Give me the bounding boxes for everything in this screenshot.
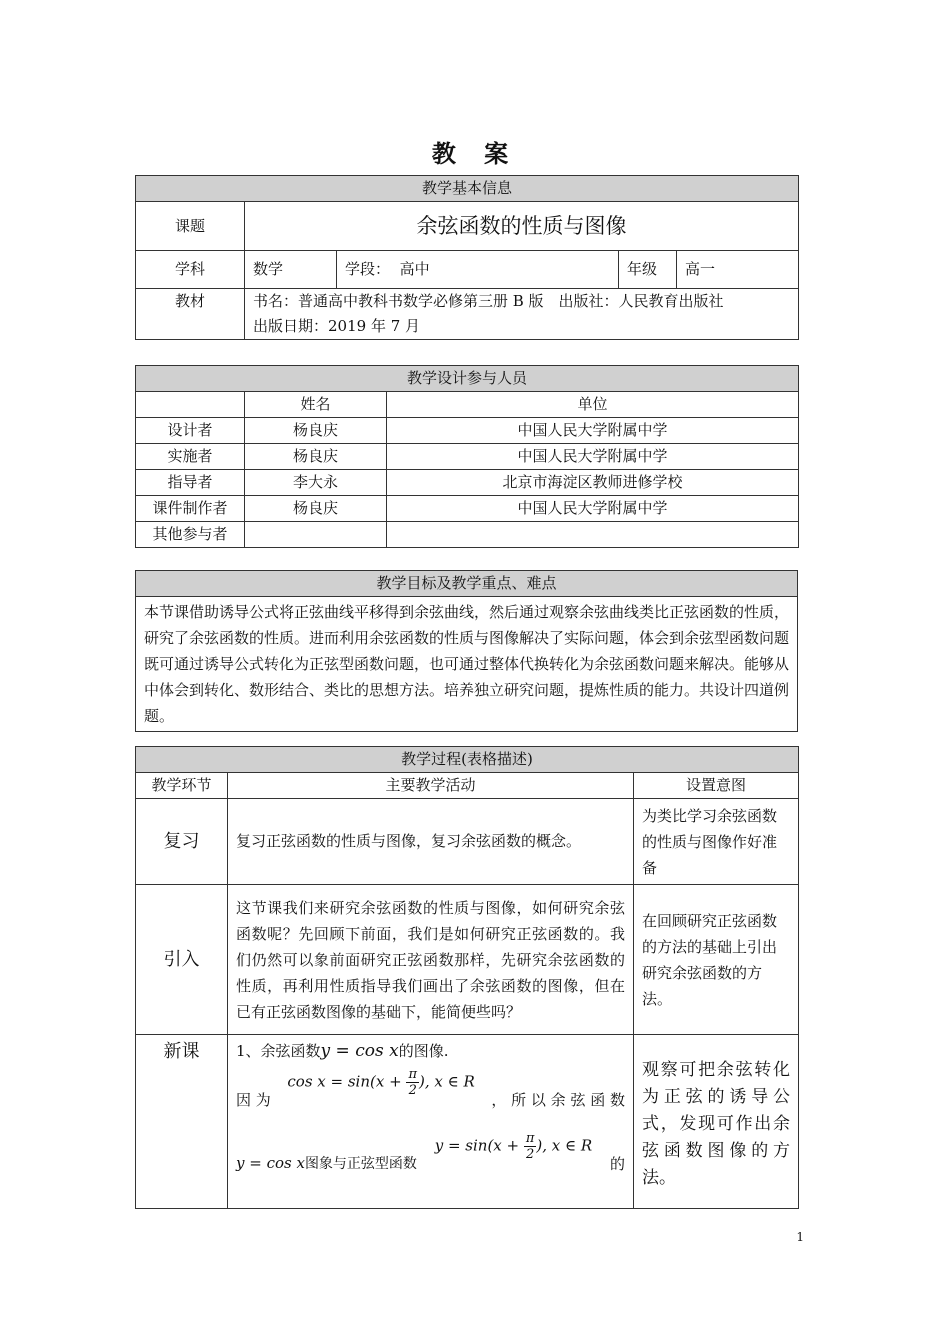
page-number: 1 <box>796 1230 804 1244</box>
because-text: 因 为 <box>236 1091 271 1109</box>
subject-value: 数学 <box>245 251 337 289</box>
newlesson-line1 <box>236 1039 625 1063</box>
newlesson-line3 <box>236 1131 625 1177</box>
page-title: 教 案 <box>431 139 519 168</box>
table-row <box>136 799 799 885</box>
staff-role: 其他参与者 <box>136 522 245 548</box>
textbook-value <box>245 289 799 340</box>
pi-over-two <box>406 1067 419 1098</box>
grade-label: 年级 <box>619 251 677 289</box>
activity-intro: 这节课我们来研究余弦函数的性质与图像，如何研究余弦函数呢？先回顾下前面，我们是如何研究正弦函数的。我们仍然可以象前面研究正弦函数那样，先研究余弦函数的性质，再利用性质指导我们画出了余弦函数的图像，但在已有正弦函数图像的基础下，能简便些吗？ <box>228 885 634 1035</box>
stage-newlesson: 新课 <box>136 1035 228 1209</box>
two-symbol-2: 2 <box>526 1147 535 1162</box>
topic-value: 余弦函数的性质与图像 <box>245 202 799 251</box>
formula-y-cos-x-2: y = cos x <box>236 1154 305 1172</box>
staff-role: 课件制作者 <box>136 496 245 522</box>
formula-cos-identity <box>287 1067 474 1098</box>
formula3-right: ), x ∈ R <box>536 1136 593 1155</box>
table-row <box>136 496 799 522</box>
process-table <box>135 746 799 1209</box>
col-stage: 教学环节 <box>136 773 228 799</box>
table-row <box>136 444 799 470</box>
activity-newlesson <box>228 1035 634 1209</box>
staff-role: 设计者 <box>136 418 245 444</box>
newlesson-line2 <box>236 1067 625 1113</box>
staff-header: 教学设计参与人员 <box>136 366 799 392</box>
mid-text: 图象与正弦型函数 <box>304 1156 417 1172</box>
staff-name: 李大永 <box>245 470 387 496</box>
col-intent: 设置意图 <box>634 773 799 799</box>
two-symbol: 2 <box>408 1083 417 1098</box>
table-row <box>136 885 799 1035</box>
col-name: 姓名 <box>245 392 387 418</box>
col-unit: 单位 <box>387 392 799 418</box>
de-text: 的 <box>609 1155 625 1173</box>
stage-cell <box>337 251 619 289</box>
subject-label: 学科 <box>136 251 245 289</box>
staff-role: 实施者 <box>136 444 245 470</box>
pi-over-two-2 <box>524 1131 537 1162</box>
formula-y-cos-x: y = cos x <box>320 1041 399 1061</box>
pi-symbol-2: π <box>525 1131 535 1146</box>
so-text: ， 所 以 余 弦 函 数 <box>491 1091 625 1109</box>
staff-corner <box>136 392 245 418</box>
stage-label: 学段： <box>345 260 391 278</box>
newlesson-prefix: 1、余弦函数 <box>236 1042 321 1060</box>
table-row <box>136 470 799 496</box>
staff-unit: 中国人民大学附属中学 <box>387 496 799 522</box>
goals-text: 本节课借助诱导公式将正弦曲线平移得到余弦曲线，然后通过观察余弦曲线类比正弦函数的性质，研究了余弦函数的性质。进而利用余弦函数的性质与图像解决了实际问题，体会到余弦型函数问题既可通过诱导公式转化为正弦型函数问题，也可通过整体代换转化为余弦函数问题来解决。能够从中体会到转化、数形结合、类比的思想方法。培养独立研究问题，提炼性质的能力。共设计四道例题。 <box>136 597 798 732</box>
formula1-left: cos x = sin(x + <box>287 1072 407 1091</box>
staff-name <box>245 522 387 548</box>
grade-value: 高一 <box>677 251 799 289</box>
intent-newlesson: 观察可把余弦转化为正弦的诱导公式，发现可作出余弦函数图像的方法。 <box>634 1035 799 1209</box>
staff-table <box>135 365 799 548</box>
staff-unit: 北京市海淀区教师进修学校 <box>387 470 799 496</box>
activity-review: 复习正弦函数的性质与图像，复习余弦函数的概念。 <box>228 799 634 885</box>
table-row <box>136 522 799 548</box>
stage-intro: 引入 <box>136 885 228 1035</box>
basic-info-header: 教学基本信息 <box>136 176 799 202</box>
staff-unit <box>387 522 799 548</box>
pi-symbol: π <box>408 1067 417 1082</box>
formula1-right: ), x ∈ R <box>418 1072 475 1091</box>
intent-review: 为类比学习余弦函数的性质与图像作好准备 <box>634 799 799 885</box>
goals-header: 教学目标及教学重点、难点 <box>136 571 798 597</box>
staff-name: 杨良庆 <box>245 496 387 522</box>
process-header: 教学过程(表格描述) <box>136 747 799 773</box>
textbook-line1: 书名：普通高中教科书数学必修第三册 B 版 出版社：人民教育出版社 <box>253 292 724 310</box>
table-row <box>136 1035 799 1209</box>
formula-sin-shift <box>435 1131 592 1162</box>
intent-intro: 在回顾研究正弦函数的方法的基础上引出研究余弦函数的方法。 <box>634 885 799 1035</box>
textbook-label: 教材 <box>136 289 245 340</box>
basic-info-table <box>135 175 799 340</box>
stage-review: 复习 <box>136 799 228 885</box>
textbook-line2: 出版日期：2019 年 7 月 <box>253 317 421 335</box>
goals-table <box>135 570 798 732</box>
staff-unit: 中国人民大学附属中学 <box>387 444 799 470</box>
staff-role: 指导者 <box>136 470 245 496</box>
staff-name: 杨良庆 <box>245 418 387 444</box>
newlesson-suffix: 的图像. <box>398 1042 449 1060</box>
staff-unit: 中国人民大学附属中学 <box>387 418 799 444</box>
topic-label: 课题 <box>136 202 245 251</box>
table-row <box>136 418 799 444</box>
stage-value: 高中 <box>399 260 430 278</box>
staff-name: 杨良庆 <box>245 444 387 470</box>
col-activity: 主要教学活动 <box>228 773 634 799</box>
newlesson-line3-left <box>236 1151 417 1177</box>
formula3-left: y = sin(x + <box>434 1136 524 1155</box>
